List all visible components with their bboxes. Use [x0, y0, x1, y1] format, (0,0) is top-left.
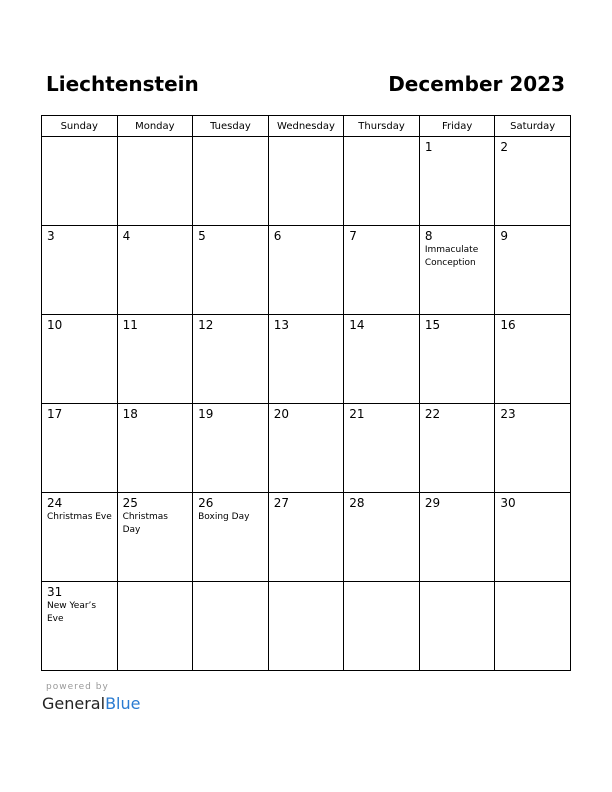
day-number: 10 — [47, 318, 63, 332]
day-cell — [344, 404, 420, 493]
holiday-label: Boxing Day — [198, 512, 250, 522]
day-cell — [42, 315, 118, 404]
day-number: 6 — [273, 229, 282, 243]
day-cell — [193, 226, 269, 315]
day-cell — [268, 493, 344, 582]
holiday-label: Christmas Eve — [47, 512, 112, 522]
day-cell — [193, 315, 269, 404]
day-number: 5 — [198, 229, 206, 243]
day-cell — [42, 137, 118, 226]
day-number: 7 — [349, 229, 357, 243]
day-cell — [42, 404, 118, 493]
day-number: 22 — [424, 407, 441, 421]
day-number: 26 — [198, 496, 214, 510]
day-number: 30 — [500, 496, 516, 510]
brand-general-text: General — [42, 694, 106, 713]
day-cell — [42, 582, 118, 671]
day-number: 15 — [424, 318, 441, 332]
calendar-grid — [41, 115, 571, 671]
holiday-label: Christmas Day — [122, 512, 168, 535]
day-number: 20 — [273, 407, 289, 421]
weekday-header-row — [42, 116, 571, 137]
day-cell — [419, 404, 495, 493]
day-cell — [344, 315, 420, 404]
country-title: Liechtenstein — [46, 72, 199, 96]
weekday-header: Thursday — [344, 116, 420, 137]
day-cell — [42, 493, 118, 582]
weekday-header: Sunday — [42, 116, 118, 137]
day-cell — [419, 315, 495, 404]
day-number: 28 — [349, 496, 365, 510]
day-cell — [495, 137, 571, 226]
day-number: 24 — [47, 496, 63, 510]
holiday-label: Immaculate Conception — [424, 245, 479, 268]
day-cell — [117, 582, 193, 671]
week-row — [42, 493, 571, 582]
day-cell — [193, 137, 269, 226]
holiday-label: New Year’s Eve — [47, 601, 97, 624]
day-number: 9 — [500, 229, 509, 243]
day-number: 8 — [424, 229, 433, 243]
weekday-header: Tuesday — [193, 116, 269, 137]
day-cell — [117, 404, 193, 493]
day-number: 4 — [122, 229, 131, 243]
week-row — [42, 226, 571, 315]
day-cell — [268, 315, 344, 404]
generalblue-logo[interactable] — [42, 694, 140, 714]
month-year-title: December 2023 — [388, 72, 565, 96]
day-cell — [419, 226, 495, 315]
day-number: 16 — [500, 318, 516, 332]
day-cell — [117, 493, 193, 582]
day-cell — [344, 137, 420, 226]
day-number: 23 — [500, 407, 516, 421]
day-cell — [344, 493, 420, 582]
day-cell — [193, 404, 269, 493]
week-row — [42, 404, 571, 493]
day-cell — [419, 493, 495, 582]
day-number: 11 — [122, 318, 138, 332]
day-cell — [268, 226, 344, 315]
day-number: 1 — [424, 140, 433, 154]
day-cell — [419, 137, 495, 226]
week-row — [42, 137, 571, 226]
day-number: 21 — [349, 407, 365, 421]
day-number: 27 — [273, 496, 289, 510]
day-number: 19 — [198, 407, 214, 421]
day-number: 14 — [349, 318, 365, 332]
day-number: 25 — [122, 496, 138, 510]
day-number: 13 — [273, 318, 289, 332]
day-number: 29 — [424, 496, 441, 510]
day-cell — [495, 582, 571, 671]
weekday-header: Friday — [419, 116, 495, 137]
day-cell — [193, 493, 269, 582]
day-cell — [495, 493, 571, 582]
day-number: 18 — [122, 407, 138, 421]
day-cell — [495, 315, 571, 404]
week-row — [42, 582, 571, 671]
day-number: 31 — [47, 585, 63, 599]
day-cell — [117, 315, 193, 404]
day-cell — [268, 404, 344, 493]
day-number: 2 — [500, 140, 509, 154]
day-cell — [117, 226, 193, 315]
weekday-header: Wednesday — [268, 116, 344, 137]
day-number: 17 — [47, 407, 63, 421]
weekday-header: Saturday — [495, 116, 571, 137]
weekday-header: Monday — [117, 116, 193, 137]
week-row — [42, 315, 571, 404]
day-number: 3 — [47, 229, 55, 243]
powered-by-label: powered by — [46, 682, 109, 692]
day-cell — [193, 582, 269, 671]
day-cell — [42, 226, 118, 315]
day-cell — [495, 226, 571, 315]
day-cell — [268, 137, 344, 226]
day-cell — [344, 226, 420, 315]
day-cell — [268, 582, 344, 671]
day-cell — [117, 137, 193, 226]
day-cell — [344, 582, 420, 671]
day-cell — [495, 404, 571, 493]
brand-blue-text: Blue — [105, 694, 141, 713]
day-number: 12 — [198, 318, 214, 332]
day-cell — [419, 582, 495, 671]
